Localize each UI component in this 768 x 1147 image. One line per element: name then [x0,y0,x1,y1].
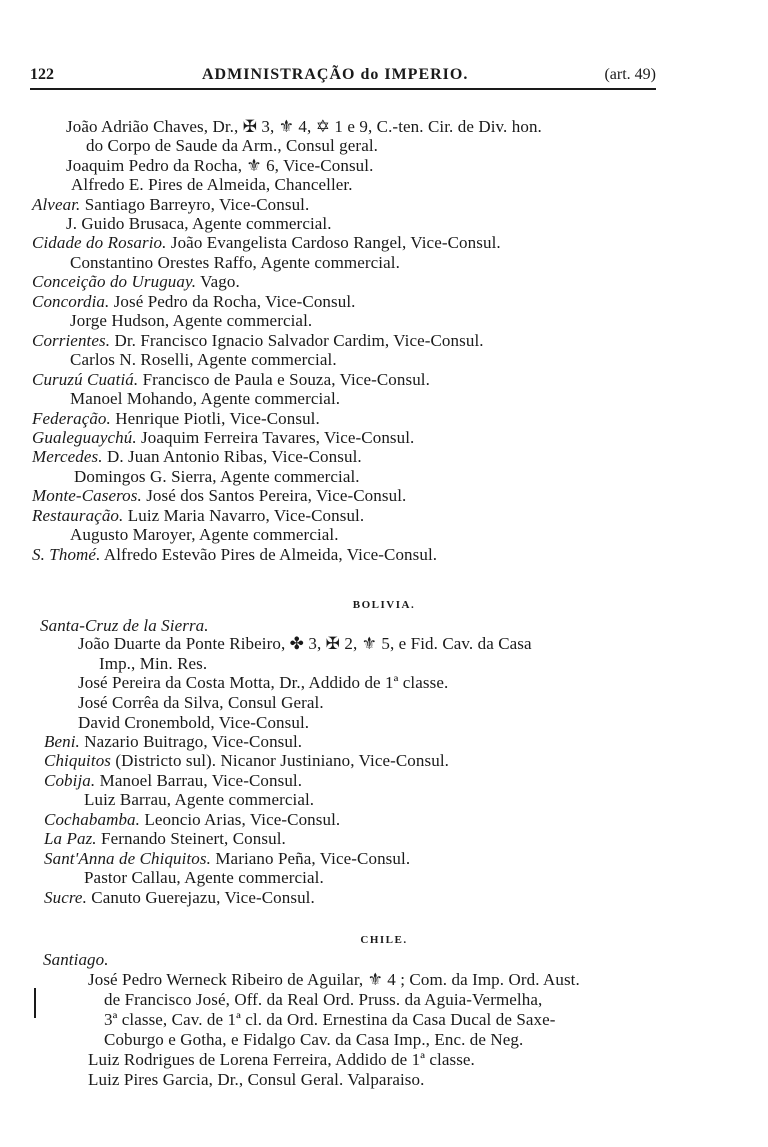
place-name: Cidade do Rosario. [32,233,167,252]
entry-text: Alfredo E. Pires de Almeida, Chanceller. [71,175,353,194]
entry-text: Leoncio Arias, Vice-Consul. [144,810,341,829]
entry-text: Alfredo Estevão Pires de Almeida, Vice-Consul. [103,545,438,564]
person-entry [78,693,324,713]
place-name: Corrientes. [32,331,111,350]
place-name: Cochabamba. [44,810,141,829]
article-reference: (art. 49) [604,66,656,83]
place-name: Chiquitos [44,751,112,770]
person-entry [70,253,400,273]
place-name: Alvear. [32,195,81,214]
entry-text: Fernando Steinert, Consul. [101,829,286,848]
person-entry [66,214,332,234]
place-entry [32,195,309,215]
place-name: Sucre. [44,888,87,907]
place-entry [44,810,340,830]
entry-text: Luiz Maria Navarro, Vice-Consul. [127,506,365,525]
entry-text: Augusto Maroyer, Agente commercial. [70,525,339,544]
entry-text: David Cronembold, Vice-Consul. [78,713,310,732]
country-heading: BOLIVIA. [352,599,416,611]
person-entry [104,1030,523,1050]
place-name: La Paz. [44,829,97,848]
entry-text: Mariano Peña, Vice-Consul. [215,849,411,868]
entry-text: Vago. [200,272,240,291]
place-entry [32,486,406,506]
person-entry [70,350,337,370]
person-entry [86,136,378,156]
person-entry [66,117,542,137]
person-entry [104,1010,556,1030]
entry-text: Joaquim Ferreira Tavares, Vice-Consul. [141,428,415,447]
running-header [30,62,656,90]
entry-text: do Corpo de Saude da Arm., Consul geral. [86,136,379,155]
place-entry [44,732,302,752]
entry-text: José Corrêa da Silva, Consul Geral. [78,693,324,712]
place-entry [32,409,320,429]
margin-mark [34,988,36,1018]
place-entry [32,272,240,292]
entry-text: D. Juan Antonio Ribas, Vice-Consul. [106,447,362,466]
place-name: Restauração. [32,506,124,525]
person-entry [99,654,207,674]
entry-text: Nazario Buitrago, Vice-Consul. [84,732,303,751]
person-entry [74,467,360,487]
place-entry [43,950,109,970]
place-entry [32,331,484,351]
entry-text: José dos Santos Pereira, Vice-Consul. [146,486,407,505]
place-entry [32,233,501,253]
place-name: Gualeguaychú. [32,428,137,447]
entry-text: José Pereira da Costa Motta, Dr., Addido de 1ª classe. [78,673,449,692]
entry-text: Henrique Piotli, Vice-Consul. [115,409,320,428]
country-heading: CHILE. [360,934,408,946]
place-name: Cobija. [44,771,96,790]
person-entry [70,311,312,331]
entry-text: João Duarte da Ponte Ribeiro, ✤ 3, ✠ 2, ⚜ 5, e Fid. Cav. da Casa [78,634,532,653]
page-number: 122 [30,66,54,83]
place-entry [32,370,430,390]
place-name: Beni. [44,732,80,751]
person-entry [88,1070,424,1090]
entry-text: Joaquim Pedro da Rocha, ⚜ 6, Vice-Consul. [66,156,374,175]
person-entry [70,389,340,409]
person-entry [84,790,314,810]
entry-text: J. Guido Brusaca, Agente commercial. [66,214,332,233]
place-entry [32,545,437,565]
place-entry [32,447,362,467]
entry-text: (Districto sul). Nicanor Justiniano, Vice-Consul. [115,751,449,770]
place-name: Concordia. [32,292,110,311]
person-entry [78,634,532,654]
entry-text: Canuto Guerejazu, Vice-Consul. [91,888,315,907]
entry-text: Domingos G. Sierra, Agente commercial. [74,467,360,486]
person-entry [88,1050,475,1070]
entry-text: Luiz Barrau, Agente commercial. [84,790,315,809]
entry-text: Imp., Min. Res. [99,654,208,673]
person-entry [104,990,542,1010]
entry-text: Coburgo e Gotha, e Fidalgo Cav. da Casa Imp., Enc. de Neg. [104,1030,524,1049]
entry-text: João Evangelista Cardoso Rangel, Vice-Consul. [170,233,501,252]
entry-text: de Francisco José, Off. da Real Ord. Pruss. da Aguia-Vermelha, [104,990,543,1009]
place-entry [40,616,209,636]
person-entry [78,673,448,693]
place-entry [44,888,315,908]
entry-text: Luiz Rodrigues de Lorena Ferreira, Addido de 1ª classe. [88,1050,475,1069]
place-name: Sant'Anna de Chiquitos. [44,849,211,868]
place-name: Santiago. [43,950,109,969]
entry-text: Pastor Callau, Agente commercial. [84,868,324,887]
person-entry [70,525,339,545]
entry-text: José Pedro Werneck Ribeiro de Aguilar, ⚜ 4 ; Com. da Imp. Ord. Aust. [88,970,580,989]
place-entry [32,428,414,448]
place-entry [32,506,364,526]
entry-text: Constantino Orestes Raffo, Agente commercial. [70,253,400,272]
entry-text: 3ª classe, Cav. de 1ª cl. da Ord. Ernestina da Casa Ducal de Saxe- [104,1010,556,1029]
place-name: Mercedes. [32,447,103,466]
entry-text: João Adrião Chaves, Dr., ✠ 3, ⚜ 4, ✡ 1 e 9, C.-ten. Cir. de Div. hon. [66,117,542,136]
place-entry [32,292,356,312]
entry-text: Santiago Barreyro, Vice-Consul. [84,195,310,214]
entry-text: Manoel Mohando, Agente commercial. [70,389,341,408]
place-entry [44,849,410,869]
person-entry [78,713,309,733]
entry-text: José Pedro da Rocha, Vice-Consul. [113,292,356,311]
header-title: ADMINISTRAÇÃO do IMPERIO. [202,66,469,83]
person-entry [84,868,324,888]
place-name: Federação. [32,409,111,428]
place-name: Santa-Cruz de la Sierra. [40,616,209,635]
place-entry [44,829,286,849]
entry-text: Jorge Hudson, Agente commercial. [70,311,313,330]
entry-text: Luiz Pires Garcia, Dr., Consul Geral. Valparaiso. [88,1070,425,1089]
person-entry [88,970,580,990]
entry-text: Manoel Barrau, Vice-Consul. [99,771,303,790]
place-entry [44,751,449,771]
place-entry [44,771,302,791]
place-name: Curuzú Cuatiá. [32,370,139,389]
entry-text: Carlos N. Roselli, Agente commercial. [70,350,337,369]
entry-text: Dr. Francisco Ignacio Salvador Cardim, Vice-Consul. [114,331,484,350]
place-name: Conceição do Uruguay. [32,272,197,291]
person-entry [71,175,353,195]
place-name: S. Thomé. [32,545,101,564]
place-name: Monte-Caseros. [32,486,142,505]
entry-text: Francisco de Paula e Souza, Vice-Consul. [142,370,430,389]
person-entry [66,156,373,176]
